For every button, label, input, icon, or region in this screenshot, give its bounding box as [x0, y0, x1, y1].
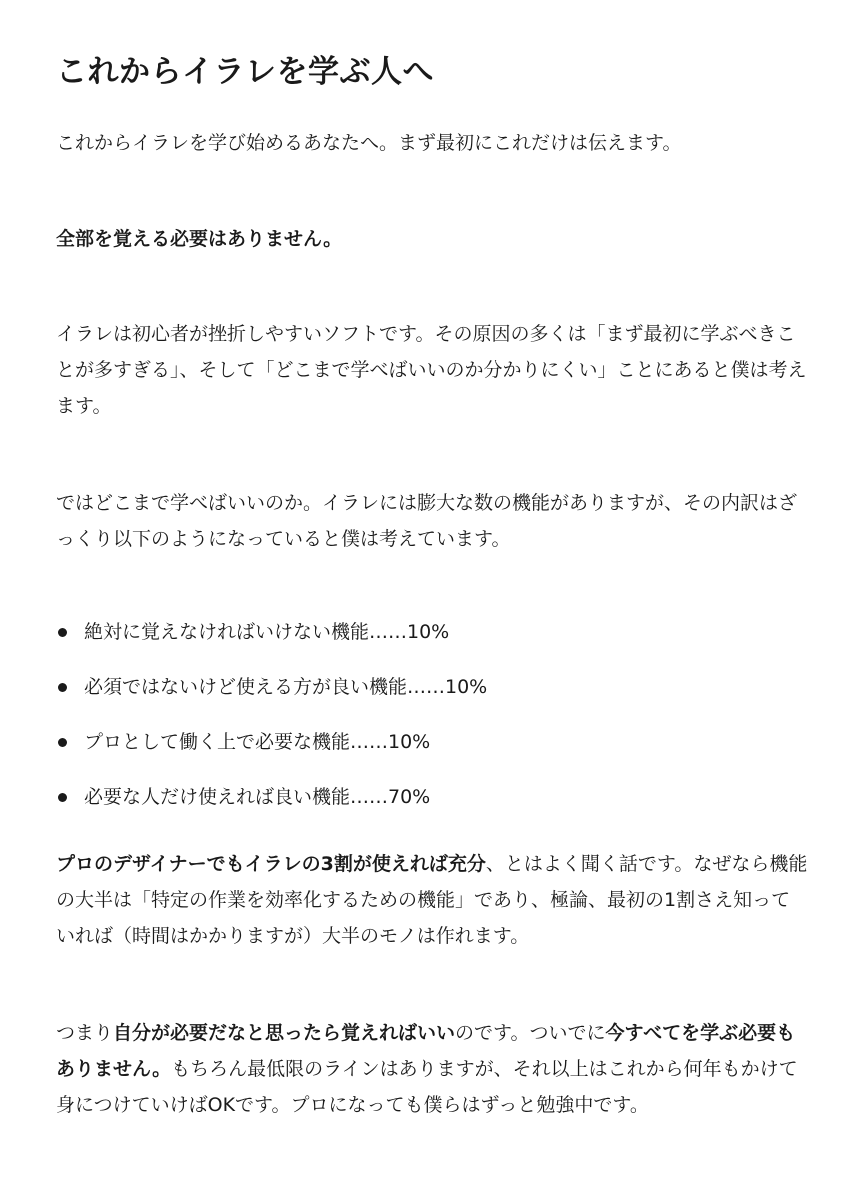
paragraph-causes: イラレは初心者が挫折しやすいソフトです。その原因の多くは「まず最初に学ぶべきことが多すぎる」、そして「どこまで学べばいいのか分かりにくい」ことにあると僕は考えます。 — [56, 323, 807, 417]
paragraph-breakdown: ではどこまで学べばいいのか。イラレには膨大な数の機能がありますが、その内訳はざっくり以下のようになっていると僕は考えています。 — [56, 492, 798, 550]
paragraph-thirty-percent — [56, 846, 808, 954]
list-item-text: プロとして働く上で必要な機能……10% — [84, 731, 431, 753]
emphasis-text: 自分が必要だなと思ったら覚えればいい — [113, 1022, 456, 1044]
bullet-icon — [58, 628, 67, 637]
list-item — [56, 672, 808, 702]
body-text: もちろん最低限のラインはありますが、それ以上はこれから何年もかけて身につけていけばOKです。プロになっても僕らはずっと勉強中です。 — [56, 1058, 798, 1116]
list-item-text: 絶対に覚えなければいけない機能……10% — [84, 621, 450, 643]
list-item-text: 必要な人だけ使えれば良い機能……70% — [84, 786, 431, 808]
bullet-icon — [58, 683, 67, 692]
feature-breakdown-list — [56, 617, 808, 812]
body-text: のです。ついでに — [455, 1022, 606, 1044]
bullet-icon — [58, 793, 67, 802]
page-title: これからイラレを学ぶ人へ — [56, 54, 434, 90]
body-text: 、とはよく聞く話です。なぜなら機能の大半は「特定の作業を効率化するための機能」であり、極論、最初の1割さえ知っていれば（時間はかかりますが）大半のモノは作れます。 — [56, 853, 808, 947]
body-text: つまり — [56, 1022, 114, 1044]
intro-paragraph: これからイラレを学び始めるあなたへ。まず最初にこれだけは伝えます。 — [56, 132, 682, 154]
paragraph-conclusion — [56, 1015, 808, 1123]
list-item-text: 必須ではないけど使える方が良い機能……10% — [84, 676, 488, 698]
emphasis-text: プロのデザイナーでもイラレの3割が使えれば充分 — [56, 853, 486, 875]
bullet-icon — [58, 738, 67, 747]
lead-statement: 全部を覚える必要はありません。 — [56, 228, 343, 250]
list-item — [56, 727, 808, 757]
emphasis-text: 今すべてを学ぶ必要もありません。 — [56, 1022, 796, 1080]
list-item — [56, 617, 808, 647]
list-item — [56, 782, 808, 812]
